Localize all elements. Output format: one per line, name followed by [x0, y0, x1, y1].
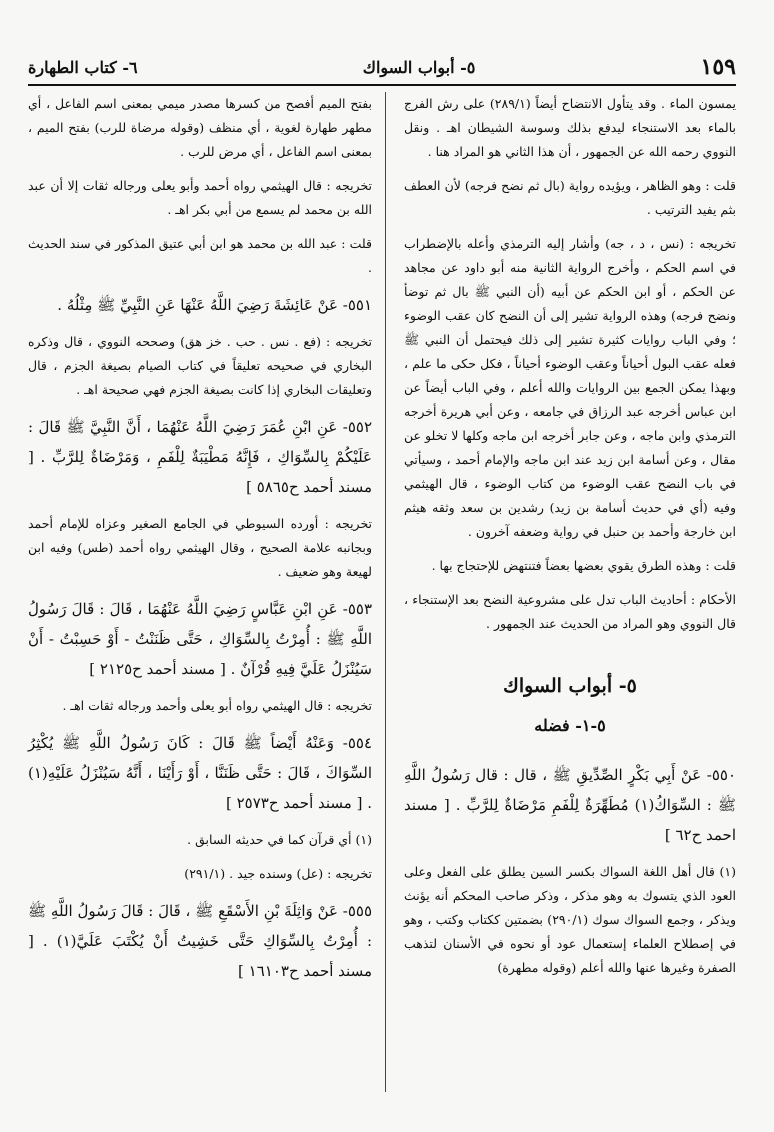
paragraph: تخريجه : (عل) وسنده جيد . (٢٩١/١): [184, 866, 372, 881]
section-heading: ٥-١- فضله: [534, 716, 606, 735]
paragraph: تخريجه : أورده السيوطي في الجامع الصغير وعزاه للإمام أحمد وبجانبه علامة الصحيح ، وقال الهيثمي رواه أحمد (طس) وفيه ابن لهيعة وهو ضعيف .: [28, 516, 372, 579]
paragraph: يمسون الماء . وقد يتأول الانتضاح أيضاً (٢٨٩/١) على رش الفرج بالماء بعد الاستنجاء ليدفع بذلك وسوسة الشيطان اهـ . ونقل النووي رحمه الله عن الجمهور ، أن هذا الثاني هو المراد هنا .: [404, 96, 736, 159]
paragraph: الأحكام : أحاديث الباب تدل على مشروعية النضح بعد الإستنجاء ، قال النووي وهو المراد من الحديث عند الجمهور .: [404, 592, 736, 631]
footnote: (١) قال أهل اللغة السواك بكسر السين يطلق على الفعل وعلى العود الذي يتسوك به وهو مذكر ، وذكر صاحب المحكم أنه يؤنث ويذكر ، وجمع السواك سوك (٢٩٠/١) بضمتين ككتاب وكتب ، وهو في إصطلاح العلماء إستعمال عود أو نحوه في الأسنان لتذهب الصفرة وغيرها عنها والله أعلم (وقوله مطهرة): [404, 864, 736, 975]
paragraph: تخريجه : قال الهيثمي رواه أبو يعلى وأحمد ورجاله ثقات اهـ .: [62, 698, 372, 713]
book-title: ٦- كتاب الطهارة: [28, 57, 138, 77]
hadith-text: ٥٥٣- عَنِ ابْنِ عَبَّاسٍ رَضِيَ اللَّهُ عَنْهُمَا ، قَالَ : قَالَ رَسُولُ اللَّهِ ﷺ : أُمِرْتُ بِالسِّوَاكِ ، حَتَّى ظَنَنْتُ - أَوْ حَسِبْتُ - أَنْ سَيُنْزَلُ عَلَيَّ فِيهِ قُرْآنٌ . [ مسند أحمد ح٢١٢٥ ]: [28, 600, 372, 678]
chapter-heading: ٥- أبواب السواك: [503, 675, 637, 697]
section-title: ٥- أبواب السواك: [362, 57, 476, 77]
hadith-text: ٥٥٢- عَنِ ابْنِ عُمَرَ رَضِيَ اللَّهُ عَنْهُمَا ، أَنَّ النَّبِيَّ ﷺ قَالَ : عَلَيْكُمْ بِالسِّوَاكِ ، فَإِنَّهُ مَطْيَبَةٌ لِلْفَمِ ، وَمَرْضَاةٌ لِلرَّبِّ . [ مسند أحمد ح٥٨٦٥ ]: [28, 418, 372, 496]
paragraph: قلت : وهذه الطرق يقوي بعضها بعضاً فتنتهض للإحتجاج بها .: [431, 558, 736, 573]
paragraph: تخريجه : قال الهيثمي رواه أحمد وأبو يعلى ورجاله ثقات إلا أن عبد الله بن محمد لم يسمع من أبي بكر اهـ .: [28, 178, 372, 217]
hadith-text: ٥٥١- عَنْ عَائِشَةَ رَضِيَ اللَّهُ عَنْهَا عَنِ النَّبِيِّ ﷺ مِثْلُهُ .: [57, 296, 372, 314]
page-header: [28, 50, 736, 84]
hadith-text: ٥٥٤- وَعَنْهُ أَيْضاً ﷺ قَالَ : كَانَ رَسُولُ اللَّهِ ﷺ يُكْثِرُ السِّوَاكَ ، قَالَ : حَتَّى ظَنَنَّا ، أَوْ رَأَيْنَا ، أَنَّهُ سَيُنْزَلُ عَلَيْهِ(١) . [ مسند أحمد ح٢٥٧٣ ]: [28, 734, 372, 812]
paragraph: بفتح الميم أفصح من كسرها مصدر ميمي بمعنى اسم الفاعل ، أي مطهر طهارة لغوية ، أي منظف (وقوله مرضاة للرب) بفتح الميم ، بمعنى اسم الفاعل ، أي مرض للرب .: [28, 96, 373, 159]
page-number: ١٥٩: [700, 54, 736, 80]
paragraph: قلت : عبد الله بن محمد هو ابن أبي عتيق المذكور في سند الحديث .: [28, 236, 372, 275]
left-column: [28, 92, 372, 996]
paragraph: قلت : وهو الظاهر ، ويؤيده رواية (بال ثم نضح فرجه) لأن العطف بثم يفيد الترتيب .: [404, 178, 736, 217]
paragraph: تخريجه : (نس ، د ، جه) وأشار إليه الترمذي وأعله بالإضطراب في اسم الحكم ، وأخرج الرواية الثانية منه أبو داود عن مجاهد عن الحكم ، أو ابن الحكم عن أبيه (أن النبي ﷺ بال ثم توضأ ونضح فرجه) وهذه الرواية تشير إلى أن النضح كان عقب الوضوء ؛ وفي الباب روايات كثيرة تشير إلى ذلك فيحتمل أن النبي ﷺ فعله عقب البول أحياناً وعقب الوضوء أحياناً ، فكل حكى ما علم ، وبهذا يمكن الجمع بين الروايات والله أعلم ، وفي الباب أيضاً عن ابن عباس أخرجه عبد الرزاق في جامعه ، وعن أبي هريرة أخرجه الترمذي وابن ماجه ، وعن جابر أخرجه ابن ماجه وكلها لا تخلو عن مقال ، وعن أسامة ابن زيد عند ابن ماجه والإمام أحمد ، وسيأتي في باب النضح عقب الوضوء من كتاب الوضوء ، قال الهيثمي وفيه (أي في حديث أسامة بن زيد) رشدين بن سعد وثقه هيثم ابن خارجة وأحمد بن حنبل في رواية وضعفه آخرون .: [404, 236, 736, 539]
hadith-text: ٥٥٥- عَنْ وَاثِلَةَ بْنِ الأَسْقَعِ ﷺ ، قَالَ : قَالَ رَسُولُ اللَّهِ ﷺ : أُمِرْتُ بِالسِّوَاكِ حَتَّى خَشِيتُ أَنْ يُكْتَبَ عَلَيَّ(١) . [ مسند أحمد ح١٦١٠٣ ]: [28, 902, 372, 980]
hadith-text: ٥٥٠- عَنْ أَبِي بَكْرٍ الصِّدِّيقِ ﷺ ، قال : قال رَسُولُ اللَّهِ ﷺ : السِّوَاكُ(١) مُطَهِّرَةٌ لِلْفَمِ مَرْضَاةٌ لِلرَّبِّ . [ مسند احمد ح٦٢ ]: [404, 766, 736, 844]
paragraph: تخريجه : (فع . نس . حب . خز هق) وصححه النووي ، قال وذكره البخاري في صحيحه تعليقاً في كتاب الصيام بصيغة الجزم ، قال وتعليقات البخاري إذا كانت بصيغة الجزم فهي صحيحة اهـ .: [28, 334, 372, 397]
right-column: [404, 92, 736, 980]
footnote: (١) أي قرآن كما في حديثه السابق .: [187, 832, 372, 847]
column-divider: [385, 92, 386, 1092]
header-rule: [28, 84, 736, 86]
